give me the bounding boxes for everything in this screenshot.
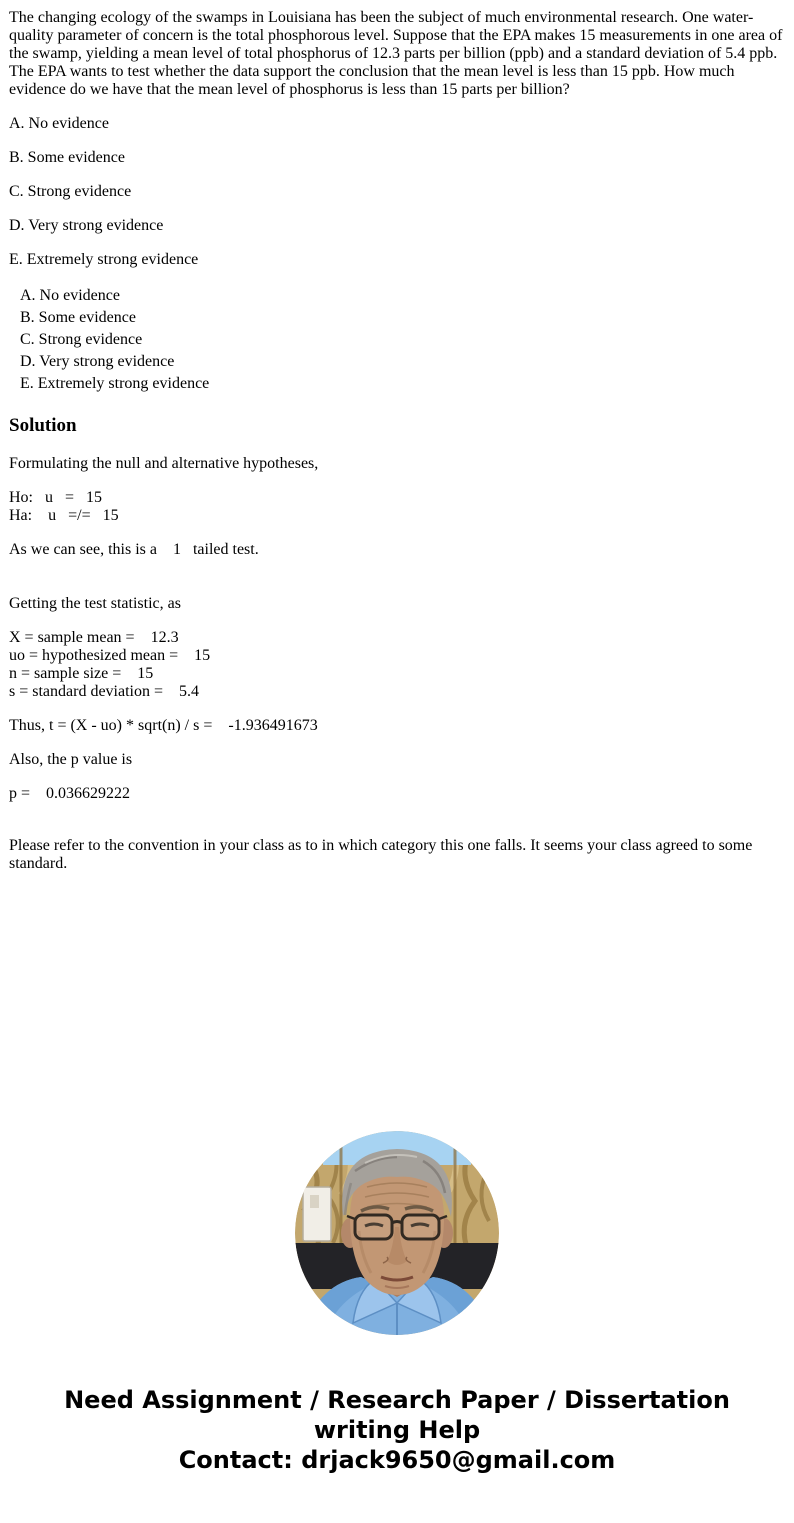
contact-line: Contact: drjack9650@gmail.com bbox=[178, 1446, 616, 1474]
problem-statement: The changing ecology of the swamps in Louisiana has been the subject of much environmental research. One water-quality parameter of concern is the total phosphorous level. Suppose that the EPA makes 15 measurements in one area of the swamp, yielding a mean level of total phosphorus of 12.3 parts per billion (ppb) and a standard deviation of 5.4 ppb. The EPA wants to test whether the data support the conclusion that the mean level is less than 15 ppb. How much evidence do we have that the mean level of phosphorus is less than 15 parts per billion? bbox=[9, 9, 783, 98]
option-e-repeat: E. Extremely strong evidence bbox=[20, 375, 210, 392]
footer-line-2: writing Help bbox=[313, 1416, 481, 1444]
tutor-avatar bbox=[295, 1131, 499, 1335]
test-statistic-intro: Getting the test statistic, as bbox=[9, 595, 181, 612]
option-e: E. Extremely strong evidence bbox=[9, 251, 199, 268]
option-c-repeat: C. Strong evidence bbox=[20, 331, 143, 348]
solution-heading: Solution bbox=[9, 415, 77, 436]
option-a-repeat: A. No evidence bbox=[20, 287, 120, 304]
statistics-block bbox=[9, 629, 786, 701]
hypotheses-intro: Formulating the null and alternative hypotheses, bbox=[9, 455, 319, 472]
alternative-hypothesis: Ha: u =/= 15 bbox=[9, 507, 119, 524]
p-value-intro: Also, the p value is bbox=[9, 751, 133, 768]
sample-mean-line: X = sample mean = 12.3 bbox=[9, 629, 179, 646]
option-b-repeat: B. Some evidence bbox=[20, 309, 136, 326]
option-d: D. Very strong evidence bbox=[9, 217, 164, 234]
option-b: B. Some evidence bbox=[9, 149, 125, 166]
footer-help-banner bbox=[0, 1385, 794, 1503]
option-a: A. No evidence bbox=[9, 115, 109, 132]
tailed-test-note: As we can see, this is a 1 tailed test. bbox=[9, 541, 259, 558]
option-d-repeat: D. Very strong evidence bbox=[20, 353, 175, 370]
hypotheses-block bbox=[9, 489, 786, 525]
option-c: C. Strong evidence bbox=[9, 183, 132, 200]
tutor-photo-graphic bbox=[295, 1131, 499, 1335]
convention-note: Please refer to the convention in your class as to in which category this one falls. It seems your class agreed to some standard. bbox=[9, 837, 753, 872]
t-statistic-line: Thus, t = (X - uo) * sqrt(n) / s = -1.936491673 bbox=[9, 717, 318, 734]
options-list-primary bbox=[9, 115, 786, 269]
p-value-line: p = 0.036629222 bbox=[9, 785, 131, 802]
hypothesized-mean-line: uo = hypothesized mean = 15 bbox=[9, 647, 211, 664]
options-list-secondary bbox=[9, 285, 786, 395]
footer-line-1: Need Assignment / Research Paper / Dissertation bbox=[64, 1386, 730, 1414]
standard-deviation-line: s = standard deviation = 5.4 bbox=[9, 683, 200, 700]
sample-size-line: n = sample size = 15 bbox=[9, 665, 154, 682]
null-hypothesis: Ho: u = 15 bbox=[9, 489, 103, 506]
